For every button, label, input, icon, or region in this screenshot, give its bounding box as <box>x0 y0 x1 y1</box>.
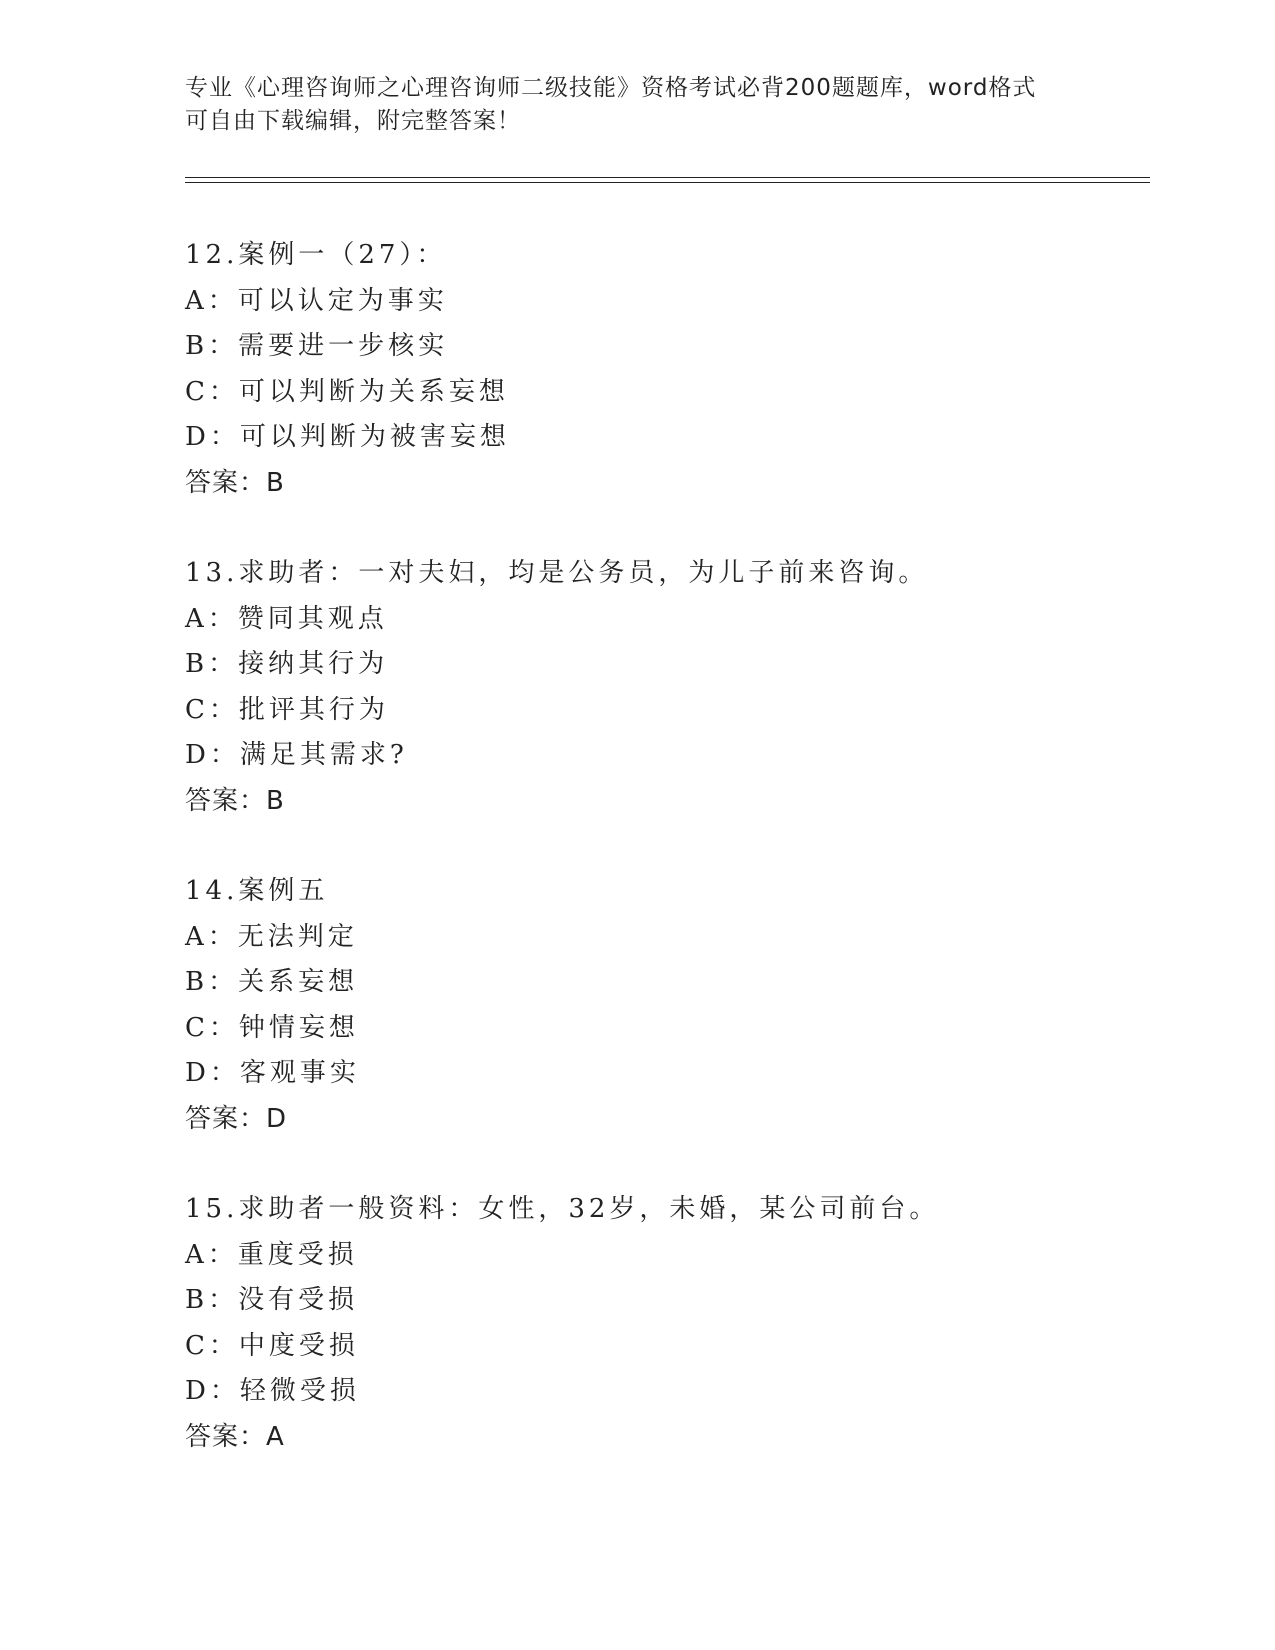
answer: 答案：B <box>185 467 285 498</box>
document-header <box>185 72 1085 138</box>
header-divider-top <box>185 177 1150 178</box>
option-c: C：中度受损 <box>185 1330 359 1361</box>
option-d: D：满足其需求? <box>185 740 408 770</box>
option-b: B：需要进一步核实 <box>185 331 449 361</box>
header-title-line-1: 专业《心理咨询师之心理咨询师二级技能》资格考试必背200题题库，word格式 <box>185 75 1037 101</box>
option-c: C：钟情妄想 <box>185 1012 359 1043</box>
answer: 答案：D <box>185 1103 288 1134</box>
option-b: B：没有受损 <box>185 1285 359 1315</box>
option-b: B：接纳其行为 <box>185 649 389 679</box>
question-stem: 12.案例一（27）： <box>185 240 447 270</box>
question-14 <box>185 869 1135 1142</box>
option-c: C：可以判断为关系妄想 <box>185 376 509 407</box>
header-divider-bottom <box>185 182 1150 183</box>
option-a: A：无法判定 <box>185 921 358 952</box>
question-stem: 13.求助者：一对夫妇，均是公务员，为儿子前来咨询。 <box>185 558 929 588</box>
question-12 <box>185 233 1135 506</box>
option-d: D：可以判断为被害妄想 <box>185 422 510 452</box>
header-title-line-2: 可自由下载编辑，附完整答案！ <box>185 108 521 134</box>
option-a: A：可以认定为事实 <box>185 285 448 316</box>
question-13 <box>185 551 1135 824</box>
option-d: D：轻微受损 <box>185 1376 360 1406</box>
option-a: A：重度受损 <box>185 1239 358 1270</box>
option-c: C：批评其行为 <box>185 694 389 725</box>
option-d: D：客观事实 <box>185 1058 360 1088</box>
option-b: B：关系妄想 <box>185 967 359 997</box>
answer: 答案：B <box>185 785 285 816</box>
question-15 <box>185 1187 1135 1460</box>
question-stem: 15.求助者一般资料：女性，32岁，未婚，某公司前台。 <box>185 1194 940 1224</box>
question-stem: 14.案例五 <box>185 876 329 906</box>
answer: 答案：A <box>185 1421 285 1452</box>
option-a: A：赞同其观点 <box>185 603 388 634</box>
